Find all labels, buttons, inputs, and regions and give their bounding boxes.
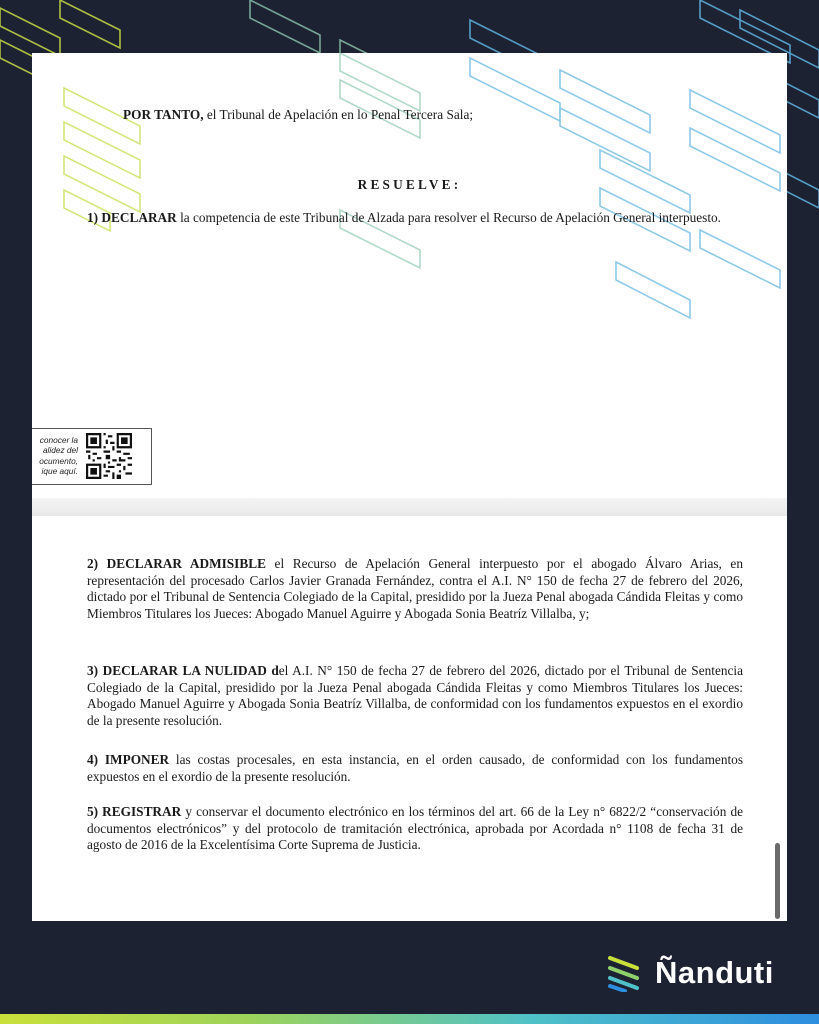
page-separator	[32, 498, 787, 516]
bottom-gradient-bar	[0, 1014, 819, 1024]
qr-note: conocer la alidez del ocumento, ique aquí.	[39, 435, 78, 476]
resolution-item-2: 2) DECLARAR ADMISIBLE el Recurso de Apelación General interpuesto por el abogado Álvaro Arias, en representación del procesado Carlos Javier Granada Fernández, contra el A.I. N° 150 de fecha 27 de febrero del 2026, dictado por el Tribunal de Sentencia Colegiado de la Capital, presidido por la Jueza Penal abogada Cándida Fleitas y como Miembros Titulares los Jueces: Abogado Manuel Aguirre y Abogada Sonia Beatríz Villalba, y;	[87, 556, 743, 621]
brand-name: Ñanduti	[655, 955, 774, 990]
document-page	[32, 53, 787, 921]
scrollbar-thumb[interactable]	[775, 843, 780, 919]
nanduti-logo-icon	[607, 952, 641, 992]
resolution-item-3: 3) DECLARAR LA NULIDAD del A.I. N° 150 de fecha 27 de febrero del 2026, dictado por el Tribunal de Sentencia Colegiado de la Capital, presidido por la Jueza Penal abogada Cándida Fleitas y como Miembros Titulares los Jueces: Abogado Manuel Aguirre y Abogada Sonia Beatríz Villalba, de conformidad con los fundamentos expuestos en el exordio de la presente resolución.	[87, 663, 743, 728]
qr-code-icon[interactable]	[86, 433, 132, 479]
resolution-item-1: 1) DECLARAR la competencia de este Tribunal de Alzada para resolver el Recurso de Apelación General interpuesto.	[87, 210, 721, 225]
por-tanto-paragraph: POR TANTO, el Tribunal de Apelación en lo Penal Tercera Sala;	[123, 107, 474, 122]
verification-box	[32, 428, 152, 485]
resolution-item-5: 5) REGISTRAR y conservar el documento electrónico en los términos del art. 66 de la Ley n° 6822/2 “conservación de documentos electrónicos” y del protocolo de tramitación electrónica, aprobada por Acordada n° 1108 de fecha 31 de agosto de 2016 de la Excelentísima Corte Suprema de Justicia.	[87, 804, 744, 853]
brand-logo	[607, 950, 807, 994]
resolution-item-4: 4) IMPONER las costas procesales, en esta instancia, en el orden causado, de conformidad con los fundamentos expuestos en el exordio de la presente resolución.	[87, 752, 743, 784]
resuelve-heading: RESUELVE:	[357, 177, 462, 192]
